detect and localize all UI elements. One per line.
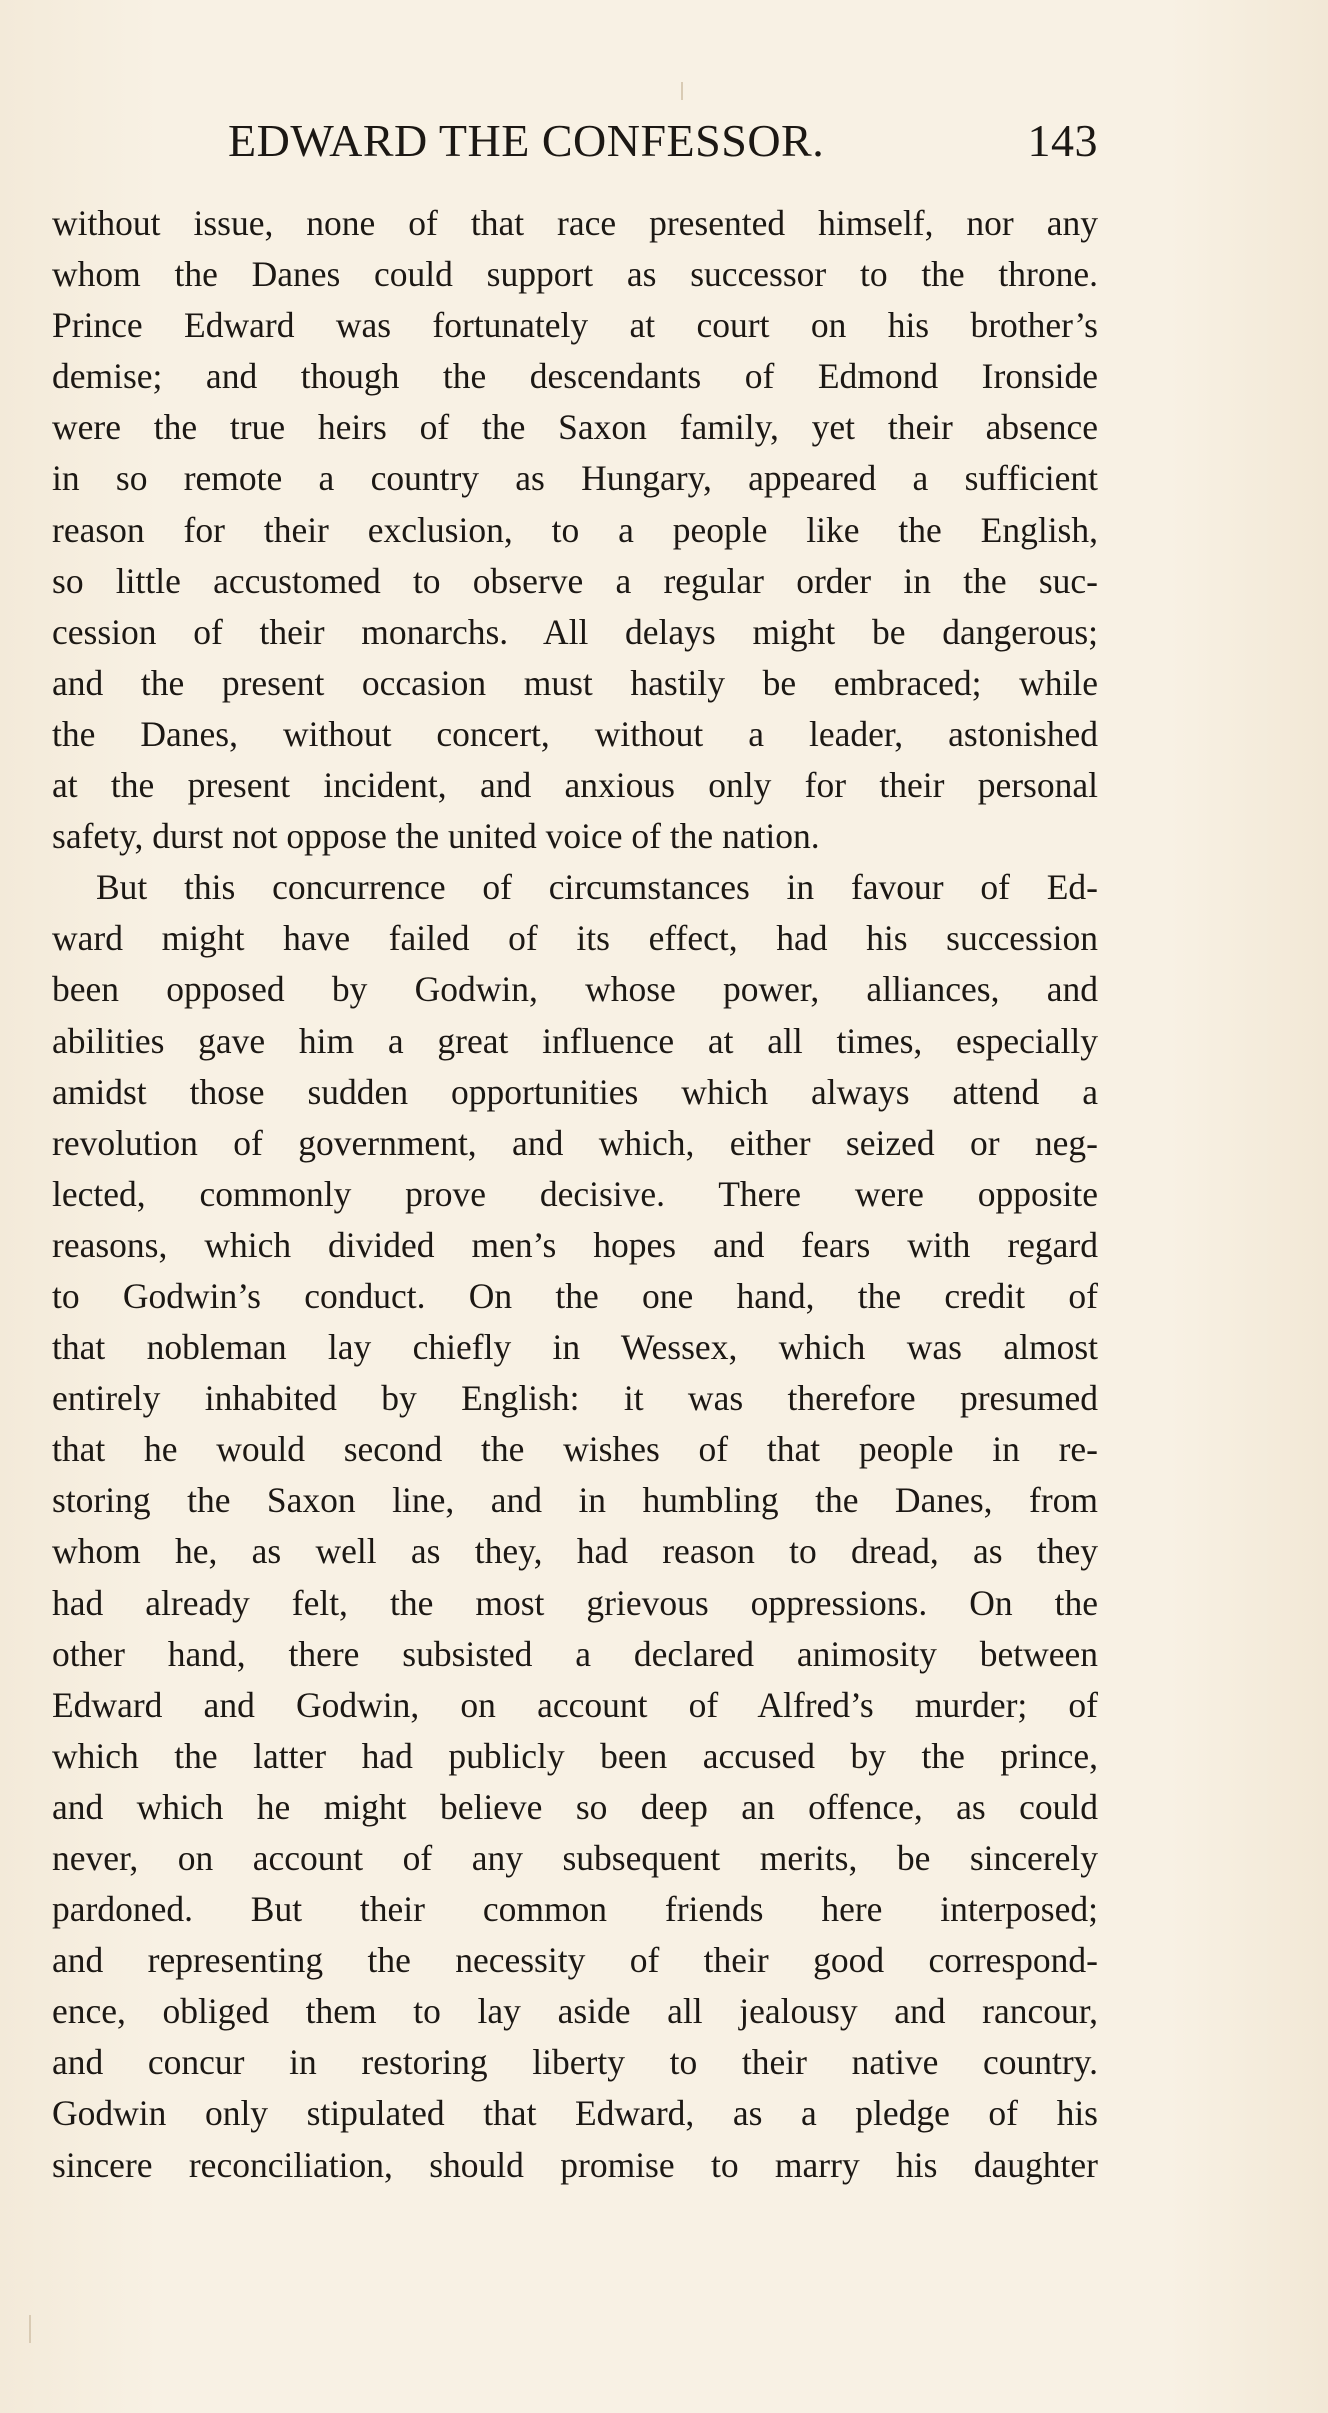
body-text — [52, 198, 1098, 2191]
text-line: storing the Saxon line, and in humbling the Danes, from — [52, 1480, 1098, 1521]
text-line: and the present occasion must hastily be embraced; while — [52, 662, 1098, 703]
text-line: the Danes, without concert, without a leader, astonished — [52, 713, 1098, 754]
text-line: Edward and Godwin, on account of Alfred’s murder; of — [52, 1684, 1098, 1725]
text-line: had already felt, the most grievous oppressions. On the — [52, 1582, 1098, 1623]
text-line: that nobleman lay chiefly in Wessex, which was almost — [52, 1327, 1098, 1368]
text-line: lected, commonly prove decisive. There were opposite — [52, 1173, 1098, 1214]
text-line: so little accustomed to observe a regular order in the suc- — [52, 560, 1098, 601]
text-line: ward might have failed of its effect, had his succession — [52, 918, 1098, 959]
text-line: demise; and though the descendants of Edmond Ironside — [52, 356, 1098, 397]
running-title: EDWARD THE CONFESSOR. — [228, 115, 825, 166]
text-line: entirely inhabited by English: it was therefore presumed — [52, 1378, 1098, 1419]
text-line: to Godwin’s conduct. On the one hand, the credit of — [52, 1275, 1098, 1316]
running-head — [228, 114, 1098, 184]
text-line: and representing the necessity of their good correspond- — [52, 1940, 1098, 1981]
text-line: without issue, none of that race presented himself, nor any — [52, 203, 1098, 243]
text-line: pardoned. But their common friends here interposed; — [52, 1889, 1098, 1930]
text-line: amidst those sudden opportunities which always attend a — [52, 1071, 1098, 1112]
text-line: Godwin only stipulated that Edward, as a pledge of his — [52, 2093, 1098, 2134]
text-line: and which he might believe so deep an offence, as could — [52, 1786, 1098, 1827]
paper-speck-bottom — [29, 2315, 31, 2343]
text-line: Prince Edward was fortunately at court on his brother’s — [52, 305, 1098, 346]
text-line: at the present incident, and anxious only for their personal — [52, 765, 1098, 806]
text-line: cession of their monarchs. All delays might be dangerous; — [52, 611, 1098, 652]
text-line: were the true heirs of the Saxon family, yet their absence — [52, 407, 1098, 448]
text-line: which the latter had publicly been accused by the prince, — [52, 1735, 1098, 1776]
text-line: revolution of government, and which, either seized or neg- — [52, 1122, 1098, 1163]
text-line: and concur in restoring liberty to their native country. — [52, 2042, 1098, 2083]
text-line: other hand, there subsisted a declared animosity between — [52, 1633, 1098, 1674]
text-line: in so remote a country as Hungary, appeared a sufficient — [52, 458, 1098, 499]
page-number: 143 — [1027, 115, 1098, 166]
text-line: whom the Danes could support as successor to the throne. — [52, 254, 1098, 295]
paragraph-start-line: But this concurrence of circumstances in favour of Ed- — [96, 867, 1098, 908]
text-line: reasons, which divided men’s hopes and fears with regard — [52, 1224, 1098, 1265]
text-line: been opposed by Godwin, whose power, alliances, and — [52, 969, 1098, 1010]
text-line: whom he, as well as they, had reason to dread, as they — [52, 1531, 1098, 1572]
text-line: that he would second the wishes of that people in re- — [52, 1429, 1098, 1470]
text-line: sincere reconciliation, should promise to marry his daughter — [52, 2144, 1098, 2185]
text-line: never, on account of any subsequent merits, be sincerely — [52, 1838, 1098, 1878]
text-line: ence, obliged them to lay aside all jealousy and rancour, — [52, 1991, 1098, 2032]
paper-speck-top — [681, 82, 683, 100]
text-line: reason for their exclusion, to a people like the English, — [52, 509, 1098, 550]
paragraph-end-line: safety, durst not oppose the united voice of the nation. — [52, 816, 820, 857]
text-line: abilities gave him a great influence at all times, especially — [52, 1020, 1098, 1061]
